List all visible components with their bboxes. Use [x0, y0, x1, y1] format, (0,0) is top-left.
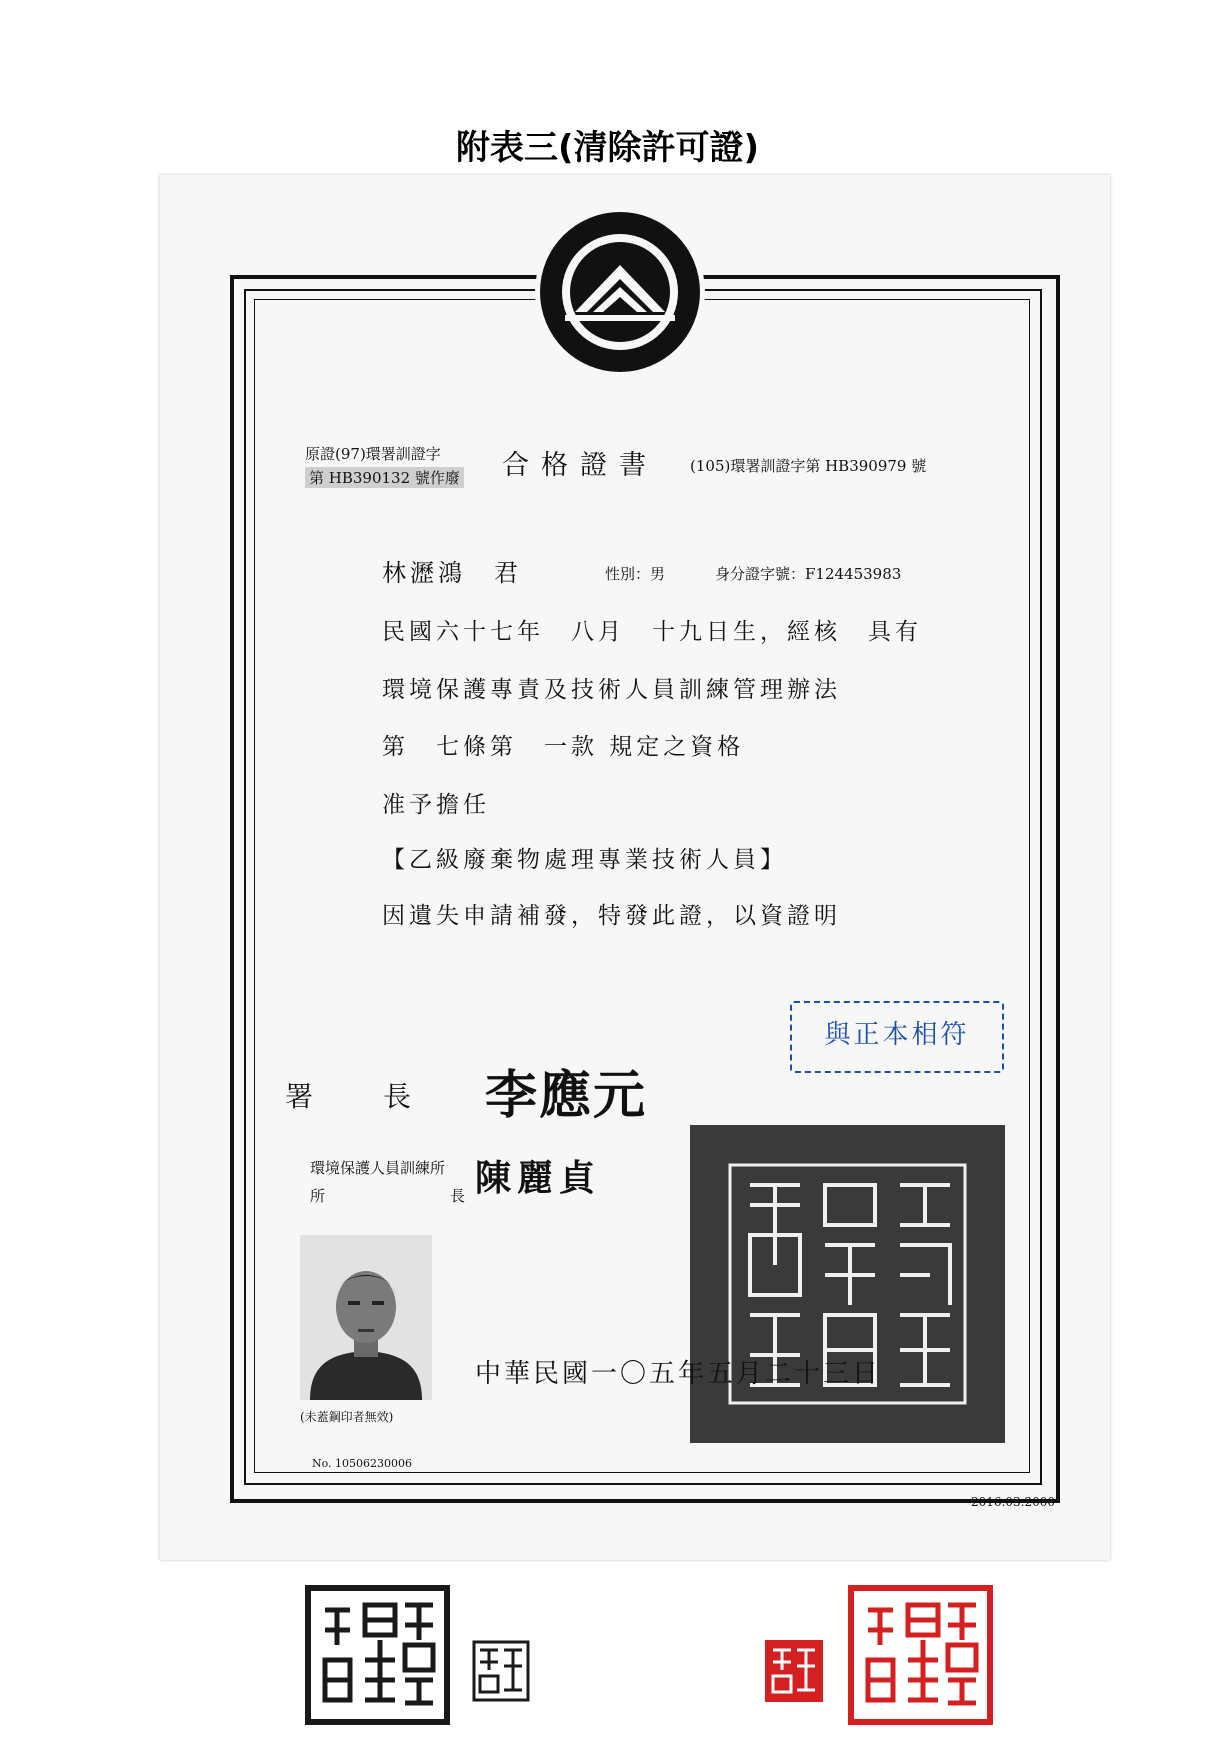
original-certificate-void: 第 HB390132 號作廢 — [305, 467, 464, 488]
holder-photo — [300, 1235, 432, 1400]
certificate-title: 合格證書 — [502, 450, 658, 481]
print-code: 2016.03.2000 — [971, 1495, 1055, 1509]
institute-head-title: 所長 — [310, 1187, 591, 1205]
issue-date: 中華民國一〇五年五月二十三日 — [475, 1359, 882, 1389]
official-seal-icon — [690, 1125, 1005, 1443]
holder-id-number: 身分證字號：F124453983 — [715, 565, 902, 583]
company-seal-black-icon — [305, 1585, 450, 1725]
body-line: 環境保護專責及技術人員訓練管理辦法 — [382, 677, 841, 703]
original-certificate-number: 原證(97)環署訓證字 — [305, 445, 441, 463]
director-title: 署長 — [285, 1080, 482, 1113]
institute-title: 環境保護人員訓練所 — [310, 1159, 446, 1177]
body-line: 民國六十七年 八月 十九日生，經核 具有 — [382, 619, 922, 645]
personal-seal-black-icon — [472, 1640, 530, 1702]
certificate-paper — [160, 175, 1110, 1560]
serial-number: No. 10506230006 — [312, 1457, 413, 1470]
body-line: 【乙級廢棄物處理專業技術人員】 — [382, 847, 787, 873]
personal-seal-red-icon — [765, 1640, 823, 1702]
body-line: 第 七條第 一款 規定之資格 — [382, 734, 745, 760]
document-heading: 附表三(清除許可證) — [455, 128, 760, 168]
certificate-number: (105)環署訓證字第 HB390979 號 — [690, 457, 927, 475]
institute-head-name: 陳麗貞 — [475, 1157, 602, 1199]
director-signature: 李應元 — [485, 1065, 648, 1126]
holder-gender: 性別：男 — [605, 565, 666, 583]
verification-stamp: 與正本相符 — [790, 1001, 1004, 1073]
photo-caption: (未蓋鋼印者無效) — [300, 1410, 394, 1424]
body-line: 准予擔任 — [382, 792, 490, 818]
company-seal-red-icon — [848, 1585, 993, 1725]
holder-name: 林瀝鴻 君 — [382, 559, 522, 587]
epa-emblem-icon — [535, 207, 705, 377]
body-line: 因遺失申請補發，特發此證，以資證明 — [382, 903, 841, 929]
